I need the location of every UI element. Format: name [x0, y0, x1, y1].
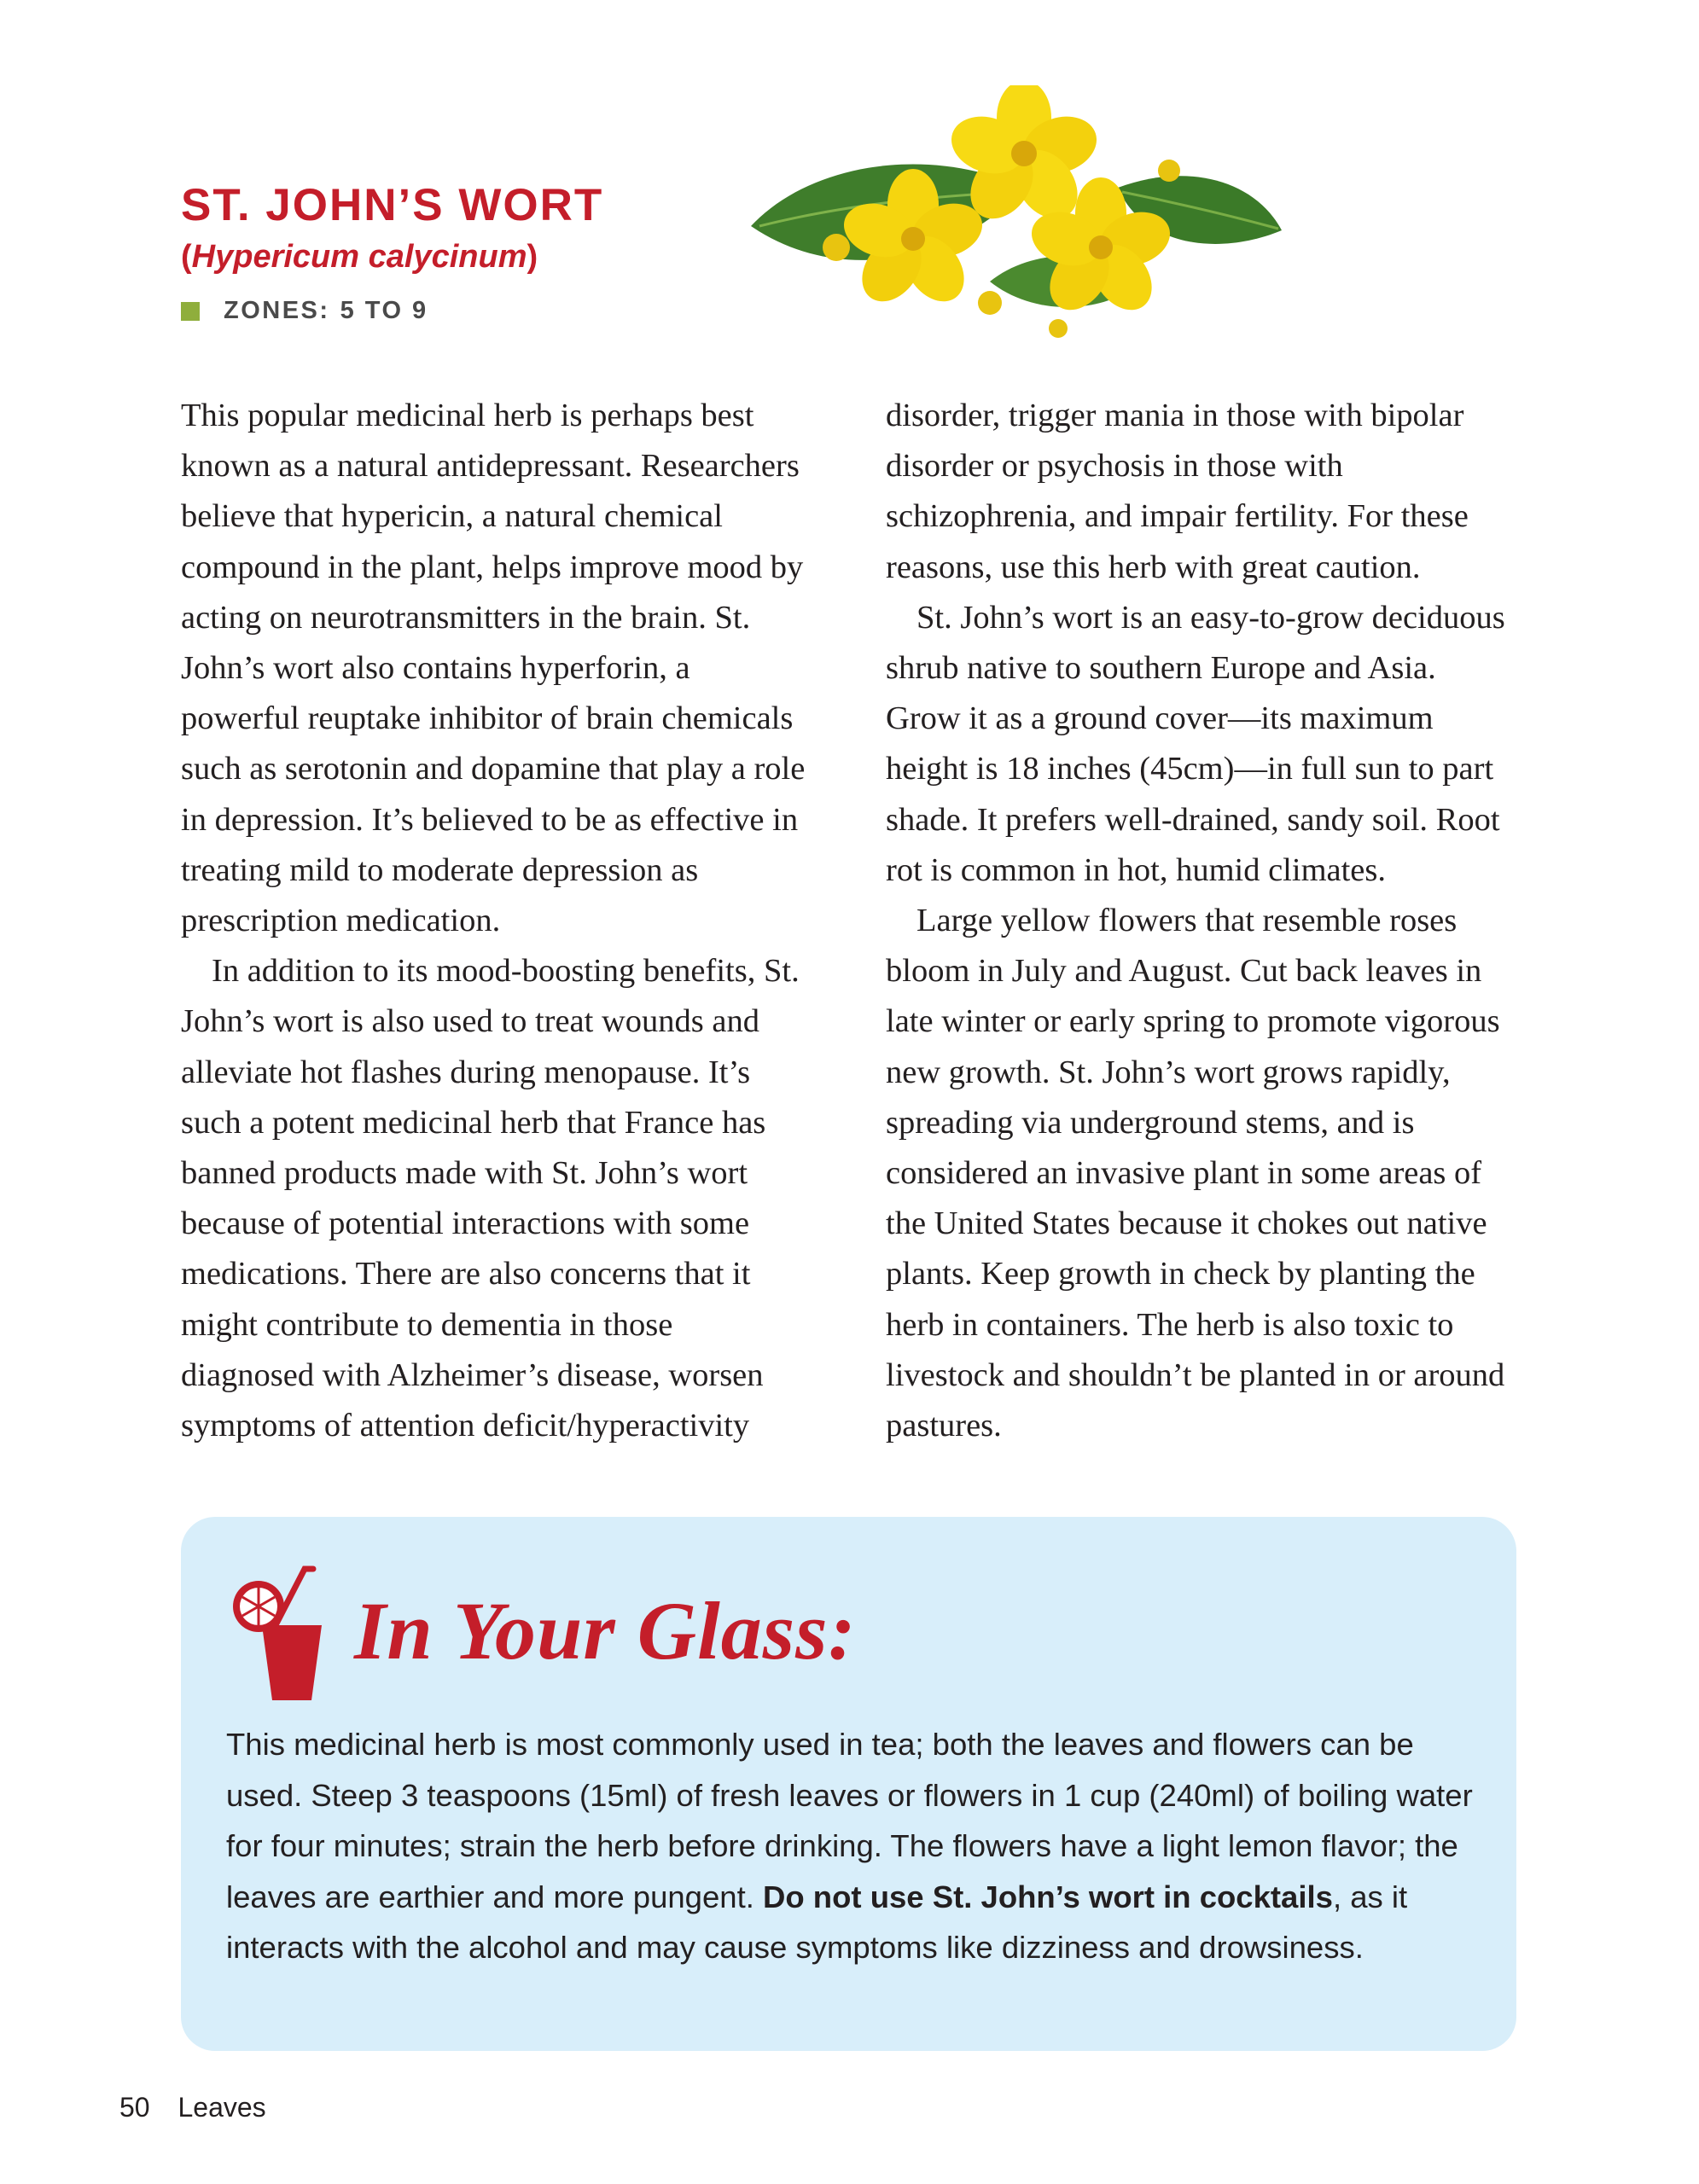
glass-text-end: , as it interacts with the alcohol and may cause symptoms like dizziness and drowsiness.: [226, 1879, 1408, 1965]
right-column: [886, 391, 1517, 1451]
left-paragraph-1: This popular medicinal herb is perhaps best known as a natural antidepressant. Researchers believe that hypericin, a natural chemical compound in the plant, helps improve mood by acting on neurotransmitters in the brain. St. John’s wort also contains hyperforin, a powerful reuptake inhibitor of brain chemicals such as serotonin and dopamine that play a role in depression. It’s believed to be as effective in treating mild to moderate depression as prescription medication.: [181, 398, 806, 939]
cocktail-glass-icon: [226, 1565, 337, 1702]
right-paragraph-2: St. John’s wort is an easy-to-grow deciduous shrub native to southern Europe and Asia. Grow it as a ground cover—its maximum height is 18 inches (45cm)—in full sun to part shade. It prefers well-drained, sandy soil. Root rot is common in hot, humid climates.: [886, 599, 1505, 888]
page-footer: [119, 2092, 266, 2123]
right-paragraph-1: disorder, trigger mania in those with bipolar disorder or psychosis in those with schizophrenia, and impair fertility. For these reasons, use this herb with great caution.: [886, 398, 1469, 585]
zones-bullet-icon: [181, 302, 200, 321]
in-your-glass-heading: In Your Glass:: [354, 1585, 857, 1676]
latin-close-paren: ): [527, 239, 538, 275]
section-name: Leaves: [177, 2092, 266, 2123]
latin-name-text: Hypericum calycinum: [191, 239, 527, 275]
right-paragraph-3: Large yellow flowers that resemble roses bloom in July and August. Cut back leaves in late winter or early spring to promote vigorous new growth. St. John’s wort grows rapidly, spreading via underground stems, and is considered an invasive plant in some areas of the United States because it chokes out native plants. Keep growth in check by planting the herb in containers. The herb is also toxic to livestock and shouldn’t be planted in or around pastures.: [886, 903, 1505, 1444]
zones-label: ZONES:: [224, 297, 330, 324]
page-title: ST. JOHN’S WORT: [181, 180, 604, 230]
page-number: 50: [119, 2092, 150, 2123]
flower-illustration-icon: [742, 85, 1289, 341]
left-paragraph-2: In addition to its mood-boosting benefits, St. John’s wort is also used to treat wounds and alleviate hot flashes during menopause. It’s such a potent medicinal herb that France has banned products made with St. John’s wort because of potential interactions with some medications. There are also concerns that it might contribute to dementia in those diagnosed with Alzheimer’s disease, worsen symptoms of attention deficit/hyperactivity: [181, 953, 800, 1444]
glass-text-bold: Do not use St. John’s wort in cocktails: [763, 1879, 1333, 1914]
left-column: [181, 391, 812, 1451]
latin-open-paren: (: [181, 239, 192, 275]
latin-name: [181, 239, 538, 276]
in-your-glass-text: [226, 1719, 1481, 1973]
zones-line: [181, 297, 428, 325]
zones-value: 5 TO 9: [340, 297, 428, 324]
glass-text-start: This medicinal herb is most commonly used in tea; both the leaves and flowers can be used. Steep 3 teaspoons (15ml) of fresh leaves or flowers in 1 cup (240ml) of boiling water for four minutes; strain the herb before drinking. The flowers have a light lemon flavor; the leaves are earthier and more pungent.: [226, 1727, 1473, 1914]
